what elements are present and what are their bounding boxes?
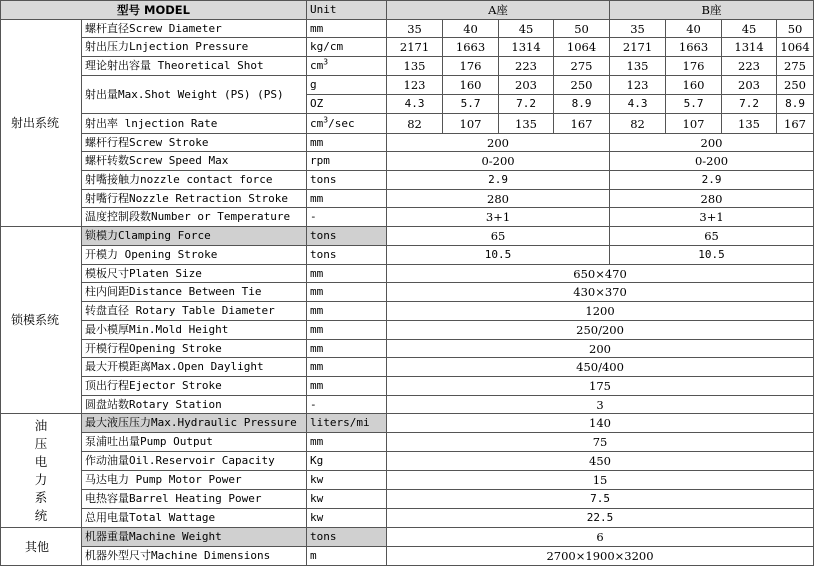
- table-row: [1, 283, 814, 302]
- table-row: [1, 20, 814, 38]
- value-cell: 6: [387, 528, 814, 547]
- value-cell: 45: [722, 20, 777, 38]
- row-label: 柱内间距Distance Between Tie: [82, 283, 307, 302]
- value-cell: 107: [666, 114, 722, 134]
- value-cell-b: 2.9: [610, 171, 814, 190]
- group-injection: 射出系统: [1, 20, 82, 227]
- row-unit: mm: [307, 321, 387, 340]
- table-row: [1, 246, 814, 265]
- value-cell: 15: [387, 471, 814, 490]
- table-row: [1, 208, 814, 227]
- value-cell: 135: [722, 114, 777, 134]
- row-label: 射出量Max.Shot Weight (PS) (PS): [82, 76, 307, 114]
- value-cell: 1314: [499, 38, 554, 57]
- row-label: 转盘直径 Rotary Table Diameter: [82, 302, 307, 321]
- value-cell: 40: [443, 20, 499, 38]
- value-cell-a: 65: [387, 227, 610, 246]
- table-row: [1, 171, 814, 190]
- row-unit: Kg: [307, 452, 387, 471]
- value-cell-b: 10.5: [610, 246, 814, 265]
- group-clamping: 锁模系统: [1, 227, 82, 414]
- row-label: 泵浦吐出量Pump Output: [82, 433, 307, 452]
- row-label: 最大开模距离Max.Open Daylight: [82, 358, 307, 377]
- row-label: 模板尺寸Platen Size: [82, 265, 307, 283]
- row-label: 锁模力Clamping Force: [82, 227, 307, 246]
- value-cell: 107: [443, 114, 499, 134]
- table-row: [1, 190, 814, 208]
- row-label: 开模行程Opening Stroke: [82, 340, 307, 358]
- row-unit: mm: [307, 358, 387, 377]
- table-row: [1, 547, 814, 566]
- value-cell: 135: [610, 57, 666, 76]
- value-cell: 2171: [610, 38, 666, 57]
- value-cell-b: 280: [610, 190, 814, 208]
- value-cell: 8.9: [554, 95, 610, 114]
- row-label: 射嘴行程Nozzle Retraction Stroke: [82, 190, 307, 208]
- row-unit: mm: [307, 265, 387, 283]
- value-cell-a: 280: [387, 190, 610, 208]
- table-row: [1, 471, 814, 490]
- table-row: [1, 227, 814, 246]
- value-cell: 200: [387, 340, 814, 358]
- row-unit: kg/cm: [307, 38, 387, 57]
- table-row: [1, 321, 814, 340]
- value-cell: 2700×1900×3200: [387, 547, 814, 566]
- value-cell: 7.2: [722, 95, 777, 114]
- value-cell: 275: [777, 57, 814, 76]
- row-label: 最大液压压力Max.Hydraulic Pressure: [82, 414, 307, 433]
- table-row: [1, 377, 814, 396]
- table-row: [1, 302, 814, 321]
- row-label: 作动油量Oil.Reservoir Capacity: [82, 452, 307, 471]
- row-label: 螺杆行程Screw Stroke: [82, 134, 307, 152]
- value-cell: 1314: [722, 38, 777, 57]
- table-row: [1, 490, 814, 509]
- value-cell: 223: [499, 57, 554, 76]
- value-cell-b: 3+1: [610, 208, 814, 227]
- table-row: [1, 340, 814, 358]
- value-cell: 203: [722, 76, 777, 95]
- row-unit: OZ: [307, 95, 387, 114]
- value-cell: 4.3: [610, 95, 666, 114]
- value-cell: 2171: [387, 38, 443, 57]
- row-unit: -: [307, 396, 387, 414]
- model-header: 型号 MODEL: [1, 1, 307, 20]
- table-row: [1, 76, 814, 95]
- value-cell-a: 0-200: [387, 152, 610, 171]
- value-cell-b: 65: [610, 227, 814, 246]
- table-row: [1, 414, 814, 433]
- value-cell: 650×470: [387, 265, 814, 283]
- row-unit: tons: [307, 171, 387, 190]
- row-unit: kw: [307, 471, 387, 490]
- row-unit: mm: [307, 302, 387, 321]
- row-label: 螺杆转数Screw Speed Max: [82, 152, 307, 171]
- value-cell: 1200: [387, 302, 814, 321]
- value-cell: 275: [554, 57, 610, 76]
- table-row: [1, 528, 814, 547]
- group-other: 其他: [1, 528, 82, 566]
- row-label: 理论射出容量 Theoretical Shot: [82, 57, 307, 76]
- row-label: 机器外型尺寸Machine Dimensions: [82, 547, 307, 566]
- row-unit: m: [307, 547, 387, 566]
- row-unit: liters/mi: [307, 414, 387, 433]
- value-cell: 75: [387, 433, 814, 452]
- row-label: 温度控制段数Number or Temperature: [82, 208, 307, 227]
- row-unit: mm: [307, 134, 387, 152]
- value-cell: 7.5: [387, 490, 814, 509]
- value-cell: 123: [610, 76, 666, 95]
- row-unit: mm: [307, 340, 387, 358]
- row-label: 射嘴接触力nozzle contact force: [82, 171, 307, 190]
- value-cell: 135: [387, 57, 443, 76]
- value-cell: 160: [666, 76, 722, 95]
- value-cell: 430×370: [387, 283, 814, 302]
- value-cell-a: 3+1: [387, 208, 610, 227]
- row-unit: $cm^3/\sec$: [307, 114, 387, 134]
- row-unit: g: [307, 76, 387, 95]
- table-row: [1, 396, 814, 414]
- row-label: 机器重量Machine Weight: [82, 528, 307, 547]
- value-cell: 167: [554, 114, 610, 134]
- table-row: [1, 509, 814, 528]
- row-label: 电热容量Barrel Heating Power: [82, 490, 307, 509]
- value-cell: 123: [387, 76, 443, 95]
- value-cell: 1064: [777, 38, 814, 57]
- row-unit: mm: [307, 20, 387, 38]
- value-cell: 160: [443, 76, 499, 95]
- value-cell-a: 10.5: [387, 246, 610, 265]
- value-cell: 50: [554, 20, 610, 38]
- value-cell-b: 0-200: [610, 152, 814, 171]
- row-label: 顶出行程Ejector Stroke: [82, 377, 307, 396]
- row-unit: mm: [307, 283, 387, 302]
- value-cell: 4.3: [387, 95, 443, 114]
- value-cell: 50: [777, 20, 814, 38]
- value-cell: 250: [777, 76, 814, 95]
- table-row: [1, 265, 814, 283]
- value-cell: 1064: [554, 38, 610, 57]
- row-label: 开模力 Opening Stroke: [82, 246, 307, 265]
- value-cell: 1663: [666, 38, 722, 57]
- row-label: 马达电力 Pump Motor Power: [82, 471, 307, 490]
- value-cell: 223: [722, 57, 777, 76]
- value-cell: 140: [387, 414, 814, 433]
- value-cell-b: 200: [610, 134, 814, 152]
- a-seat-header: A座: [387, 1, 610, 20]
- row-label: 射出率 lnjection Rate: [82, 114, 307, 134]
- value-cell: 35: [610, 20, 666, 38]
- value-cell: 450/400: [387, 358, 814, 377]
- table-row: [1, 452, 814, 471]
- row-unit: tons: [307, 227, 387, 246]
- value-cell: 203: [499, 76, 554, 95]
- value-cell: 175: [387, 377, 814, 396]
- b-seat-header: B座: [610, 1, 814, 20]
- row-unit: kw: [307, 490, 387, 509]
- row-unit: rpm: [307, 152, 387, 171]
- table-row: [1, 152, 814, 171]
- value-cell: 176: [666, 57, 722, 76]
- value-cell: 1663: [443, 38, 499, 57]
- value-cell: 40: [666, 20, 722, 38]
- row-label: 总用电量Total Wattage: [82, 509, 307, 528]
- value-cell-a: 200: [387, 134, 610, 152]
- value-cell: 167: [777, 114, 814, 134]
- header-row: [1, 1, 814, 20]
- row-unit: mm: [307, 190, 387, 208]
- row-label: 最小模厚Min.Mold Height: [82, 321, 307, 340]
- table-row: [1, 114, 814, 134]
- value-cell: 135: [499, 114, 554, 134]
- value-cell: 250/200: [387, 321, 814, 340]
- row-unit: -: [307, 208, 387, 227]
- value-cell-a: 2.9: [387, 171, 610, 190]
- row-label: 螺杆直径Screw Diameter: [82, 20, 307, 38]
- value-cell: 35: [387, 20, 443, 38]
- value-cell: 82: [610, 114, 666, 134]
- unit-header: Unit: [307, 1, 387, 20]
- value-cell: 450: [387, 452, 814, 471]
- row-unit: mm: [307, 377, 387, 396]
- row-unit: mm: [307, 433, 387, 452]
- value-cell: 45: [499, 20, 554, 38]
- table-row: [1, 57, 814, 76]
- value-cell: 7.2: [499, 95, 554, 114]
- value-cell: 82: [387, 114, 443, 134]
- table-row: [1, 134, 814, 152]
- table-row: [1, 38, 814, 57]
- value-cell: 250: [554, 76, 610, 95]
- value-cell: 176: [443, 57, 499, 76]
- group-hydraulic: 油 压 电 力 系 统: [1, 414, 82, 528]
- row-label: 圆盘站数Rotary Station: [82, 396, 307, 414]
- value-cell: 3: [387, 396, 814, 414]
- row-unit: $cm^3$: [307, 57, 387, 76]
- table-row: [1, 358, 814, 377]
- value-cell: 22.5: [387, 509, 814, 528]
- value-cell: 5.7: [666, 95, 722, 114]
- row-unit: kw: [307, 509, 387, 528]
- row-label: 射出压力Lnjection Pressure: [82, 38, 307, 57]
- row-unit: tons: [307, 246, 387, 265]
- value-cell: 8.9: [777, 95, 814, 114]
- value-cell: 5.7: [443, 95, 499, 114]
- table-row: [1, 433, 814, 452]
- row-unit: tons: [307, 528, 387, 547]
